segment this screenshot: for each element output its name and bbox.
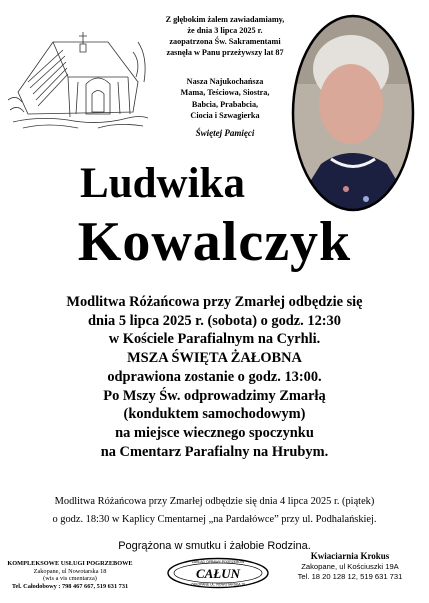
announcement-line: zaopatrzona Św. Sakramentami [169,37,281,46]
family-line: Mama, Teściowa, Siostra, [180,88,270,98]
announcement-line: Z głębokim żalem zawiadamiamy, [165,15,285,24]
announcement-line: zasnęła w Panu przeżywszy lat 87 [166,48,284,57]
ceremony-line: odprawiona zostanie o godz. 13:00. [107,368,322,385]
death-announcement [150,14,300,58]
logo-text: CAŁUN [195,566,241,581]
ceremony-line: w Kościele Parafialnym na Cyrhli. [108,331,321,348]
funeral-home-line: Tel. Całodobowy : 798 467 667, 519 631 731 [11,582,129,590]
mourning-family-note: Pogrążona w smutku i żałobie Rodzina. [118,540,311,552]
ceremony-line: (konduktem samochodowym) [123,406,306,423]
family-line: Babcia, Prababcia, [191,99,259,109]
funeral-home-line: KOMPLEKSOWE USŁUGI POGRZEBOWE [7,560,133,567]
rosary-details [6,493,423,528]
florist-info [276,551,424,583]
family-line: Ciocia i Szwagierka [190,110,260,120]
announcement-line: że dnia 3 lipca 2025 r. [187,26,263,35]
portrait-photo [291,14,415,212]
ceremony-line: MSZA ŚWIĘTA ŻAŁOBNA [127,350,302,367]
chapel-sketch-illustration [8,22,150,140]
logo-arc-top: ZAKŁAD OPRAWY POGRZEBÓW [191,560,245,564]
ceremony-line: Po Mszy Św. odprowadzimy Zmarłą [103,387,326,404]
rosary-line: o godz. 18:30 w Kaplicy Cmentarnej „na Pardałówce” przy ul. Podhalańskiej. [52,513,377,525]
florist-phone: Tel. 18 20 128 12, 519 631 731 [297,572,403,581]
memory-heading: Świętej Pamięci [195,128,255,138]
family-relations [160,76,290,121]
funeral-home-line: (wis a vis cmentarza) [43,575,97,583]
funeral-home-line: Zakopane, ul Nowotarska 18 [33,567,107,575]
ceremony-line: na miejsce wiecznego spoczynku [115,424,314,441]
ceremony-line: dnia 5 lipca 2025 r. (sobota) o godz. 12:30 [88,312,341,329]
ceremony-line: Modlitwa Różańcowa przy Zmarłej odbędzie się [66,294,363,310]
funeral-home-info [6,560,134,590]
calun-logo [166,557,270,589]
family-line: Nasza Najukochańsza [186,77,264,86]
ceremony-line: na Cmentarz Parafialny na Hrubym. [100,443,329,460]
florist-address: Zakopane, ul Kościuszki 19A [301,561,399,571]
ceremony-details [10,293,419,461]
deceased-first-name: Ludwika [80,160,245,207]
florist-name: Kwiaciarnia Krokus [310,551,390,561]
deceased-last-name: Kowalczyk [77,211,352,273]
logo-arc-bottom: ZAKOPANE UL. NOWOTARSKA 18 [190,582,246,587]
rosary-line: Modlitwa Różańcowa przy Zmarłej odbędzie się dnia 4 lipca 2025 r. (piątek) [54,496,375,507]
